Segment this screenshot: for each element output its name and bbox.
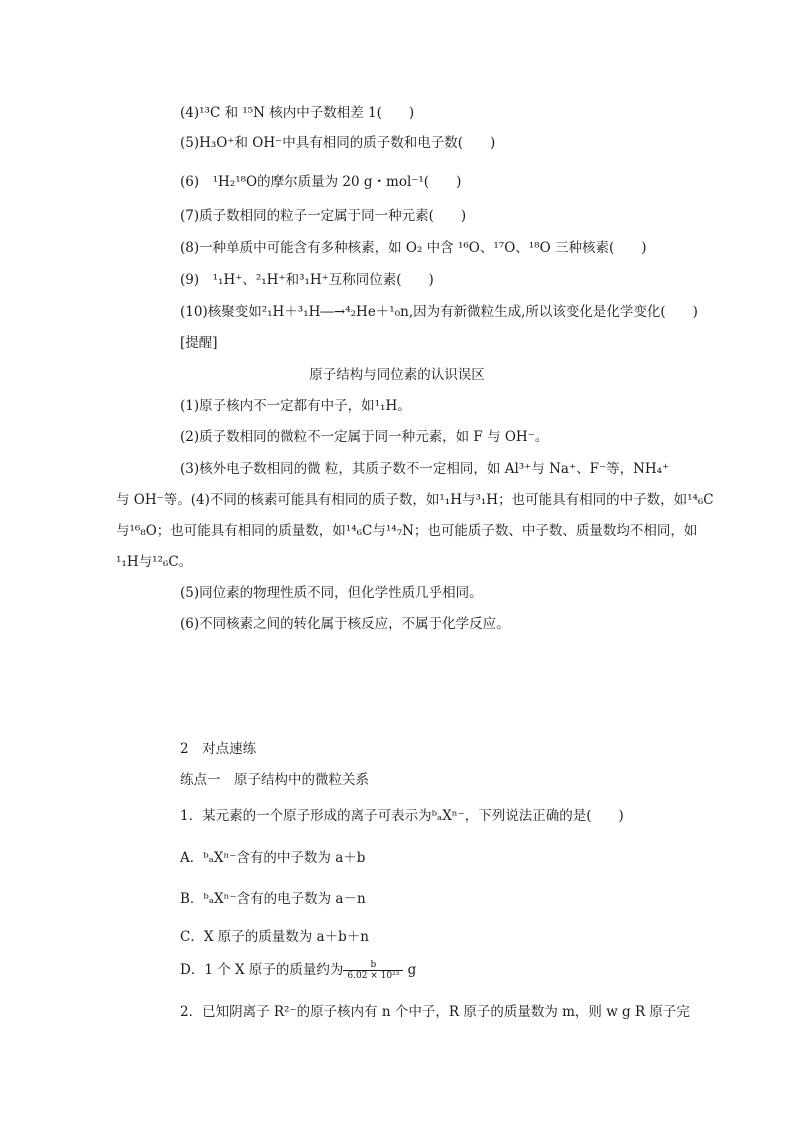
reminder-point-3-line-1: (3)核外电子数相同的微 粒，其质子数不一定相同，如 Al³⁺与 Na⁺、F⁻等，NH₄⁺ [180, 461, 670, 477]
judgment-item-9: (9) ¹₁H⁺、²₁H⁺和³₁H⁺互称同位素( ) [180, 272, 434, 288]
fraction-numerator: b [343, 960, 403, 971]
reminder-tag: [提醒] [180, 335, 218, 351]
reminder-title: 原子结构与同位素的认识误区 [309, 367, 485, 383]
option-d-unit: g [403, 962, 417, 978]
reminder-point-3-line-3: 与¹⁶₈O；也可能具有相同的质量数，如¹⁴₆C与¹⁴₇N；也可能质子数、中子数、质量数均不相同，如 [116, 523, 698, 539]
reminder-point-1: (1)原子核内不一定都有中子，如¹₁H。 [180, 398, 411, 414]
reminder-point-5: (5)同位素的物理性质不同，但化学性质几乎相同。 [180, 585, 483, 601]
question-1-option-a: A．ᵇₐXⁿ⁻含有的中子数为 a＋b [180, 850, 366, 866]
section-heading: 2 对点速练 [180, 741, 257, 757]
question-1-stem: 1．某元素的一个原子形成的离子可表示为ᵇₐXⁿ⁻，下列说法正确的是( ) [180, 808, 624, 824]
fraction-denominator: 6.02 × 10²³ [347, 971, 400, 981]
judgment-item-7: (7)质子数相同的粒子一定属于同一种元素( ) [180, 208, 467, 224]
reminder-point-6: (6)不同核素之间的转化属于核反应，不属于化学反应。 [180, 616, 510, 632]
question-1-option-b: B．ᵇₐXⁿ⁻含有的电子数为 a－n [180, 891, 366, 907]
question-1-option-c: C．X 原子的质量数为 a＋b＋n [180, 929, 369, 945]
question-1-option-d [180, 960, 416, 981]
judgment-item-5: (5)H₃O⁺和 OH⁻中具有相同的质子数和电子数( ) [180, 135, 496, 151]
question-2-stem: 2．已知阴离子 R²⁻的原子核内有 n 个中子，R 原子的质量数为 m，则 w g R 原子完 [180, 1004, 690, 1020]
judgment-item-6: (6) ¹H₂¹⁸O的摩尔质量为 20 g・mol⁻¹( ) [180, 174, 462, 190]
judgment-item-8: (8)一种单质中可能含有多种核素，如 O₂ 中含 ¹⁶O、¹⁷O、¹⁸O 三种核素( ) [180, 240, 647, 256]
mass-fraction [343, 960, 403, 981]
reminder-point-3-line-4: ¹₁H与¹²₆C。 [116, 554, 193, 570]
reminder-point-3-line-2: 与 OH⁻等。(4)不同的核素可能具有相同的质子数，如¹₁H与³₁H；也可能具有相同的中子数，如¹⁴₆C [116, 492, 714, 508]
judgment-item-4: (4)¹³C 和 ¹⁵N 核内中子数相差 1( ) [180, 105, 415, 121]
option-d-prefix: D．1 个 X 原子的质量约为 [180, 962, 344, 978]
reminder-point-2: (2)质子数相同的微粒不一定属于同一种元素，如 F 与 OH⁻。 [180, 429, 549, 445]
judgment-item-10: (10)核聚变如²₁H＋³₁H―→⁴₂He＋¹₀n,因为有新微粒生成,所以该变化是化学变化( ) [180, 304, 698, 320]
practice-subheading: 练点一 原子结构中的微粒关系 [180, 772, 369, 788]
